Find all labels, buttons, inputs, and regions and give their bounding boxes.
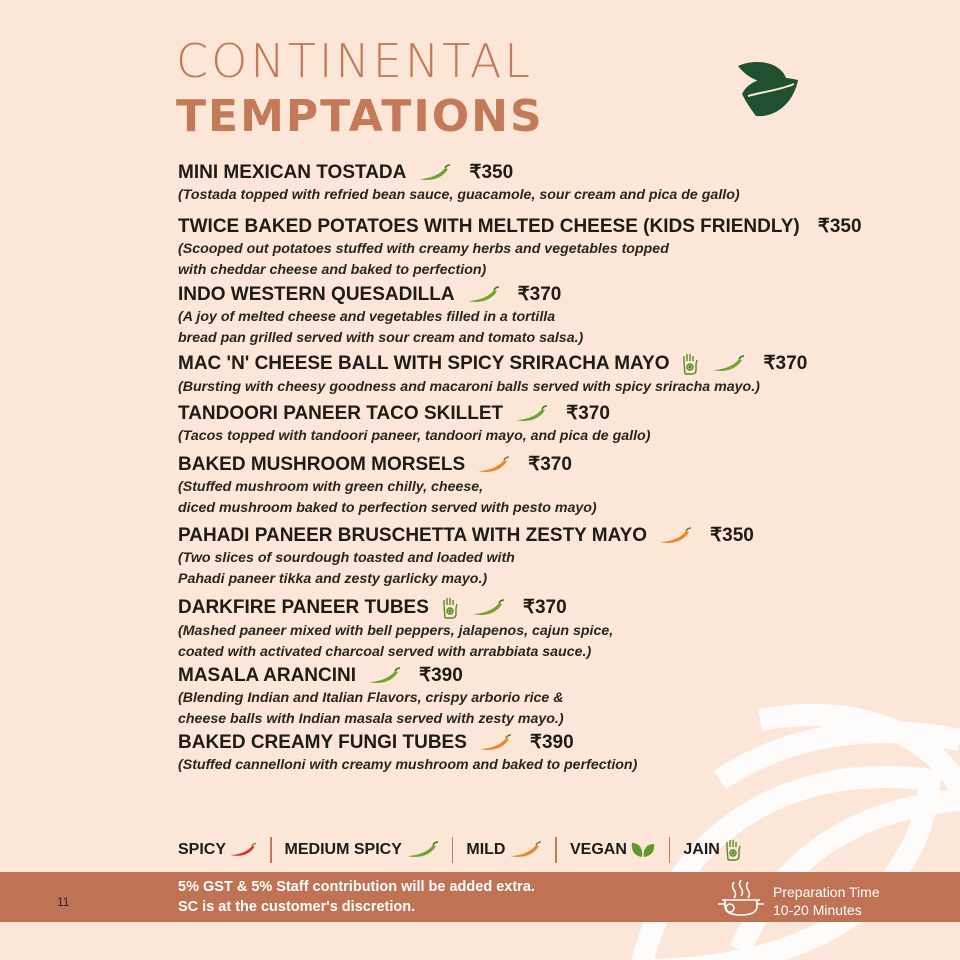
leaf-logo-icon [736,56,800,120]
menu-item-title-row [178,665,564,687]
jain-hand-icon [674,352,700,376]
menu-item-description: (Stuffed mushroom with green chilly, cheese, [178,479,484,495]
menu-item-description: bread pan grilled served with sour cream and tomato salsa.) [178,330,584,346]
menu-item-name: BAKED MUSHROOM MORSELS [178,454,466,475]
menu-item-title-row [178,284,583,306]
preparation-time [773,883,880,919]
menu-item [178,216,862,280]
menu-item-description: cheese balls with Indian masala served with zesty mayo.) [178,711,564,727]
jain-hand-icon [720,838,743,862]
menu-item [178,162,740,205]
medium-spicy-chilli-icon [402,841,439,859]
legend-label: SPICY [178,841,227,858]
cooking-pot-icon [716,878,766,918]
legend-divider [452,837,454,863]
legend-divider [270,837,272,863]
menu-item-description: (Blending Indian and Italian Flavors, crispy arborio rice & [178,690,564,706]
menu-item-description: (A joy of melted cheese and vegetables filled in a tortilla [178,309,556,325]
page-number: 11 [57,895,70,909]
legend-divider [669,837,671,863]
menu-item-name: PAHADI PANEER BRUSCHETTA WITH ZESTY MAYO [178,525,648,546]
mild-chilli-icon [470,456,510,474]
medium-spicy-chilli-icon [508,405,548,423]
menu-item-name: BAKED CREAMY FUNGI TUBES [178,732,467,753]
page-title-line2: TEMPTATIONS [176,91,544,142]
menu-item-price: ₹350 [469,162,514,183]
legend-label: MEDIUM SPICY [284,841,402,858]
legend-item [570,841,656,859]
menu-item [178,284,583,348]
menu-item-title-row [178,454,597,476]
menu-item-description: Pahadi paneer tikka and zesty garlicky mayo.) [178,571,488,587]
menu-item-price: ₹370 [566,403,610,424]
menu-item [178,732,637,775]
menu-item-price: ₹390 [529,732,574,753]
menu-item-title-row [178,216,862,238]
menu-item [178,352,807,397]
menu-item [178,403,650,446]
menu-item-title-row [178,732,637,754]
menu-item-title-row [178,596,613,620]
menu-item-title-row [178,352,807,376]
legend-item [285,841,439,859]
menu-item-title-row [178,162,740,184]
jain-hand-icon [434,596,460,620]
menu-item-description: with cheddar cheese and baked to perfection) [178,262,487,278]
menu-item-name: DARKFIRE PANEER TUBES [178,597,429,618]
icon-legend [178,836,743,864]
menu-item-name: MASALA ARANCINI [178,665,357,686]
legend-item [466,841,542,859]
legend-label: JAIN [683,841,720,858]
menu-item-description: (Scooped out potatoes stuffed with creamy herbs and vegetables topped [178,241,669,257]
menu-item-title-row [178,525,754,547]
vegan-leaf-icon [627,841,656,859]
spicy-chilli-icon [226,841,257,859]
menu-item-description: coated with activated charcoal served with arrabbiata sauce.) [178,644,592,660]
menu-item [178,665,564,729]
menu-item-description: (Tostada topped with refried bean sauce, guacamole, sour cream and pica de gallo) [178,187,740,203]
menu-item-name: MAC 'N' CHEESE BALL WITH SPICY SRIRACHA MAYO [178,353,670,374]
menu-item [178,454,597,518]
menu-item-description: (Mashed paneer mixed with bell peppers, jalapenos, cajun spice, [178,623,614,639]
menu-item-price: ₹370 [517,284,562,305]
menu-item-name: MINI MEXICAN TOSTADA [178,162,407,183]
mild-chilli-icon [505,841,542,859]
menu-item-price: ₹370 [522,597,567,618]
legend-label: VEGAN [569,841,627,858]
menu-item [178,596,613,662]
menu-item-price: ₹370 [528,454,572,475]
legend-divider [555,837,557,863]
menu-item-description: diced mushroom baked to perfection served with pesto mayo) [178,500,597,516]
menu-item-description: (Tacos topped with tandoori paneer, tandoori mayo, and pica de gallo) [178,428,651,444]
menu-item-description: (Two slices of sourdough toasted and loaded with [178,550,515,566]
legend-item [683,838,742,862]
page-title-line1: CONTINENTAL [176,34,533,88]
mild-chilli-icon [652,527,692,545]
menu-item-price: ₹350 [710,525,754,546]
menu-item-title-row [178,403,650,425]
tax-note [178,877,535,917]
menu-item [178,525,754,589]
menu-item-name: INDO WESTERN QUESADILLA [178,284,455,305]
prep-value: 10-20 Minutes [773,902,862,918]
menu-item-name: TWICE BAKED POTATOES WITH MELTED CHEESE (KIDS FRIENDLY) [178,216,800,237]
medium-spicy-chilli-icon [361,667,401,685]
medium-spicy-chilli-icon [411,164,451,182]
legend-item [178,841,257,859]
menu-item-name: TANDOORI PANEER TACO SKILLET [178,403,504,424]
medium-spicy-chilli-icon [705,355,745,373]
tax-note-line1: 5% GST & 5% Staff contribution will be added extra. [178,879,535,895]
medium-spicy-chilli-icon [460,286,500,304]
menu-item-price: ₹390 [419,665,463,686]
tax-note-line2: SC is at the customer's discretion. [178,899,416,915]
menu-item-price: ₹350 [817,216,862,237]
prep-label: Preparation Time [773,884,880,900]
menu-item-description: (Stuffed cannelloni with creamy mushroom and baked to perfection) [178,757,638,773]
menu-item-price: ₹370 [763,353,808,374]
menu-item-description: (Bursting with cheesy goodness and macaroni balls served with spicy sriracha mayo.) [178,379,760,395]
mild-chilli-icon [472,734,512,752]
legend-label: MILD [466,841,506,858]
medium-spicy-chilli-icon [465,599,505,617]
